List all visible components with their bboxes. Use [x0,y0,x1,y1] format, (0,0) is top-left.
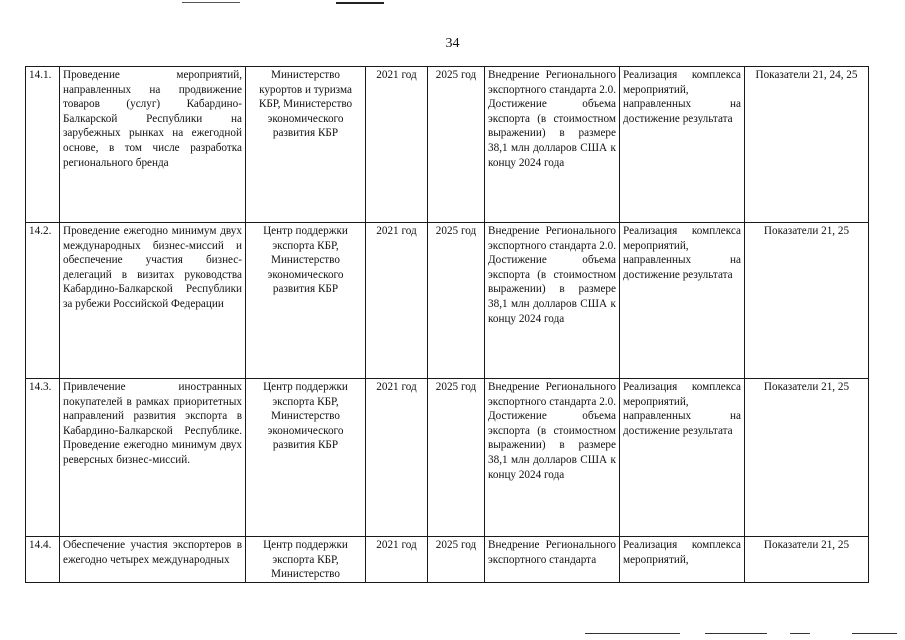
executor-cell: Центр поддержки экспорта КБР, Министерство [246,537,366,583]
event-cell: Обеспечение участия экспортеров в ежегодно четырех международных [60,537,246,583]
start-year-cell: 2021 год [366,379,428,537]
indicator-cell: Реализация комплекса мероприятий, [620,537,745,583]
end-year-cell: 2025 год [428,67,485,223]
scan-mark [336,2,384,4]
table-row [26,67,869,223]
row-number: 14.4. [26,537,60,583]
event-cell: Привлечение иностранных покупателей в рамках приоритетных направлений развития экспорта в Кабардино-Балкарской Республике. Проведение ежегодно минимум двух реверсных бизнес-миссий. [60,379,246,537]
scan-mark [182,2,240,3]
reference-cell: Показатели 21, 25 [745,379,869,537]
start-year-cell: 2021 год [366,537,428,583]
executor-cell: Министерство курортов и туризма КБР, Министерство экономического развития КБР [246,67,366,223]
row-number: 14.2. [26,223,60,379]
scan-mark [852,633,897,634]
result-cell: Внедрение Регионального экспортного стандарта 2.0. Достижение объема экспорта (в стоимостном выражении) в размере 38,1 млн долларов США к концу 2024 года [485,67,620,223]
table-row [26,537,869,583]
table-row [26,223,869,379]
reference-cell: Показатели 21, 25 [745,537,869,583]
executor-cell: Центр поддержки экспорта КБР, Министерство экономического развития КБР [246,223,366,379]
result-cell: Внедрение Регионального экспортного стандарта [485,537,620,583]
event-cell: Проведение ежегодно минимум двух международных бизнес-миссий и обеспечение участия бизнес-делегаций в визитах руководства Кабардино-Балкарской Республики за рубежи Российской Федерации [60,223,246,379]
row-number: 14.3. [26,379,60,537]
indicator-cell: Реализация комплекса мероприятий, направленных на достижение результата [620,223,745,379]
end-year-cell: 2025 год [428,379,485,537]
executor-cell: Центр поддержки экспорта КБР, Министерство экономического развития КБР [246,379,366,537]
scan-mark [585,633,680,634]
result-cell: Внедрение Регионального экспортного стандарта 2.0. Достижение объема экспорта (в стоимостном выражении) в размере 38,1 млн долларов США к концу 2024 года [485,223,620,379]
reference-cell: Показатели 21, 24, 25 [745,67,869,223]
end-year-cell: 2025 год [428,223,485,379]
scan-mark [790,633,810,634]
end-year-cell: 2025 год [428,537,485,583]
row-number: 14.1. [26,67,60,223]
indicator-cell: Реализация комплекса мероприятий, направленных на достижение результата [620,67,745,223]
table-row [26,379,869,537]
reference-cell: Показатели 21, 25 [745,223,869,379]
event-cell: Проведение мероприятий, направленных на продвижение товаров (услуг) Кабардино-Балкарской Республики на зарубежных рынках на ежегодной основе, в том числе разработка регионального бренда [60,67,246,223]
scan-mark [705,633,767,634]
page-number: 34 [445,36,460,51]
start-year-cell: 2021 год [366,67,428,223]
result-cell: Внедрение Регионального экспортного стандарта 2.0. Достижение объема экспорта (в стоимостном выражении) в размере 38,1 млн долларов США к концу 2024 года [485,379,620,537]
indicator-cell: Реализация комплекса мероприятий, направленных на достижение результата [620,379,745,537]
plan-table [25,66,869,583]
start-year-cell: 2021 год [366,223,428,379]
